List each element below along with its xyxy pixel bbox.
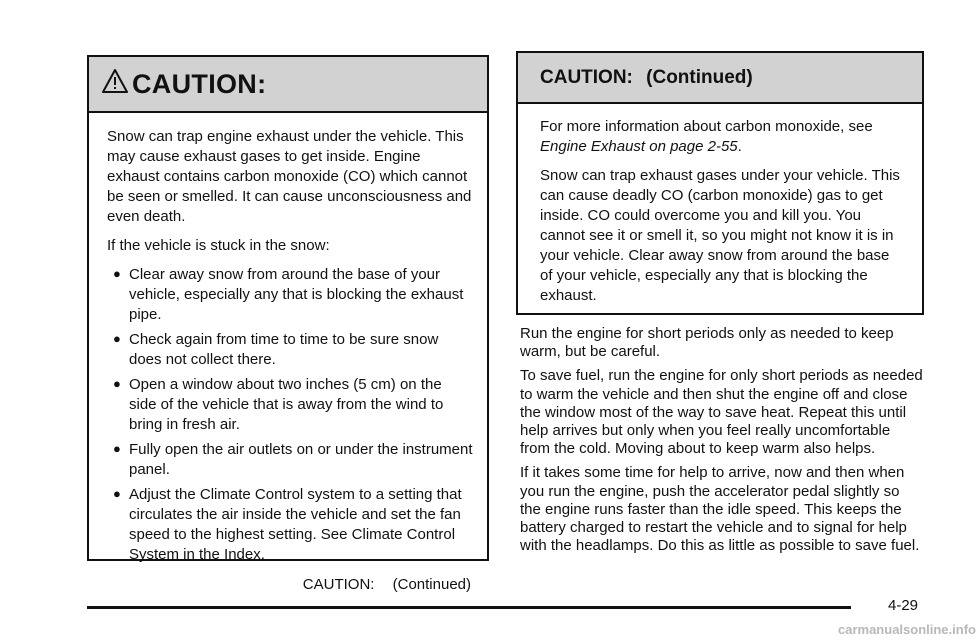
bullet-item: ● Clear away snow from around the base of your vehicle, especially any that is blocking the exhaust pipe. xyxy=(113,266,464,323)
bullet-item: ● Check again from time to time to be sure snow does not collect there. xyxy=(113,331,439,368)
bullet-dot-icon: ● xyxy=(113,266,121,281)
bullet-dot-icon: ● xyxy=(113,331,121,346)
cross-reference-link[interactable]: Engine Exhaust on page 2-55 xyxy=(540,138,738,155)
caution-title: CAUTION: xyxy=(132,68,267,99)
caution-bullet-list xyxy=(107,265,473,565)
caution-continued-label: CAUTION: (Continued) xyxy=(302,576,471,593)
caution-paragraph: Snow can trap exhaust gases under your vehicle. This can cause deadly CO (carbon monoxide) gas to get inside. CO could overcome you and kill you. You cannot see it or smell it, so you might not know it is in your vehicle. Clear away snow from around the base of your vehicle, especially any that is blocking the exhaust. xyxy=(540,167,900,304)
bullet-item: ● Open a window about two inches (5 cm) on the side of the vehicle that is away from the wind to bring in fresh air. xyxy=(113,376,444,433)
warning-triangle-icon xyxy=(101,68,129,94)
bullet-dot-icon: ● xyxy=(113,376,121,391)
bullet-dot-icon: ● xyxy=(113,441,121,456)
caution-header xyxy=(89,57,487,113)
body-paragraph: To save fuel, run the engine for only short periods as needed to warm the vehicle and then shut the engine off and close the window most of the way to save heat. Repeat this until help arrives but only when you feel really uncomfortable from the cold. Moving about to keep warm also helps. xyxy=(520,367,923,458)
caution-paragraph: Snow can trap engine exhaust under the vehicle. This may cause exhaust gases to get inside. Engine exhaust contains carbon monoxide (CO) which cannot be seen or smelled. It can cause unconsciousness and even death. xyxy=(107,128,472,225)
body-paragraph: If it takes some time for help to arrive, now and then when you run the engine, push the accelerator pedal slightly so the engine runs faster than the idle speed. This keeps the battery charged to restart the vehicle and to signal for help with the headlamps. Do this as little as possible to save fuel. xyxy=(520,464,920,555)
watermark: carmanualsonline.info xyxy=(838,622,976,637)
page-number: 4-29 xyxy=(888,597,919,614)
caution-box xyxy=(87,55,489,593)
body-paragraph: Run the engine for short periods only as needed to keep warm, but be careful. xyxy=(520,325,894,361)
bullet-item: ● Adjust the Climate Control system to a setting that circulates the air inside the vehicle and set the fan speed to the highest setting. See Climate Control System in the Index. xyxy=(113,486,462,563)
footer-rule xyxy=(87,606,851,609)
caution-continued-title: CAUTION: (Continued) xyxy=(540,66,753,88)
caution-continued-box xyxy=(516,51,924,315)
bullet-item: ● Fully open the air outlets on or under the instrument panel. xyxy=(113,441,473,478)
body-text xyxy=(520,325,924,561)
caution-reference-paragraph: For more information about carbon monoxide, see Engine Exhaust on page 2-55. xyxy=(540,118,873,155)
caution-continued-header xyxy=(518,53,922,104)
bullet-dot-icon: ● xyxy=(113,486,121,501)
caution-paragraph: If the vehicle is stuck in the snow: xyxy=(107,237,330,254)
